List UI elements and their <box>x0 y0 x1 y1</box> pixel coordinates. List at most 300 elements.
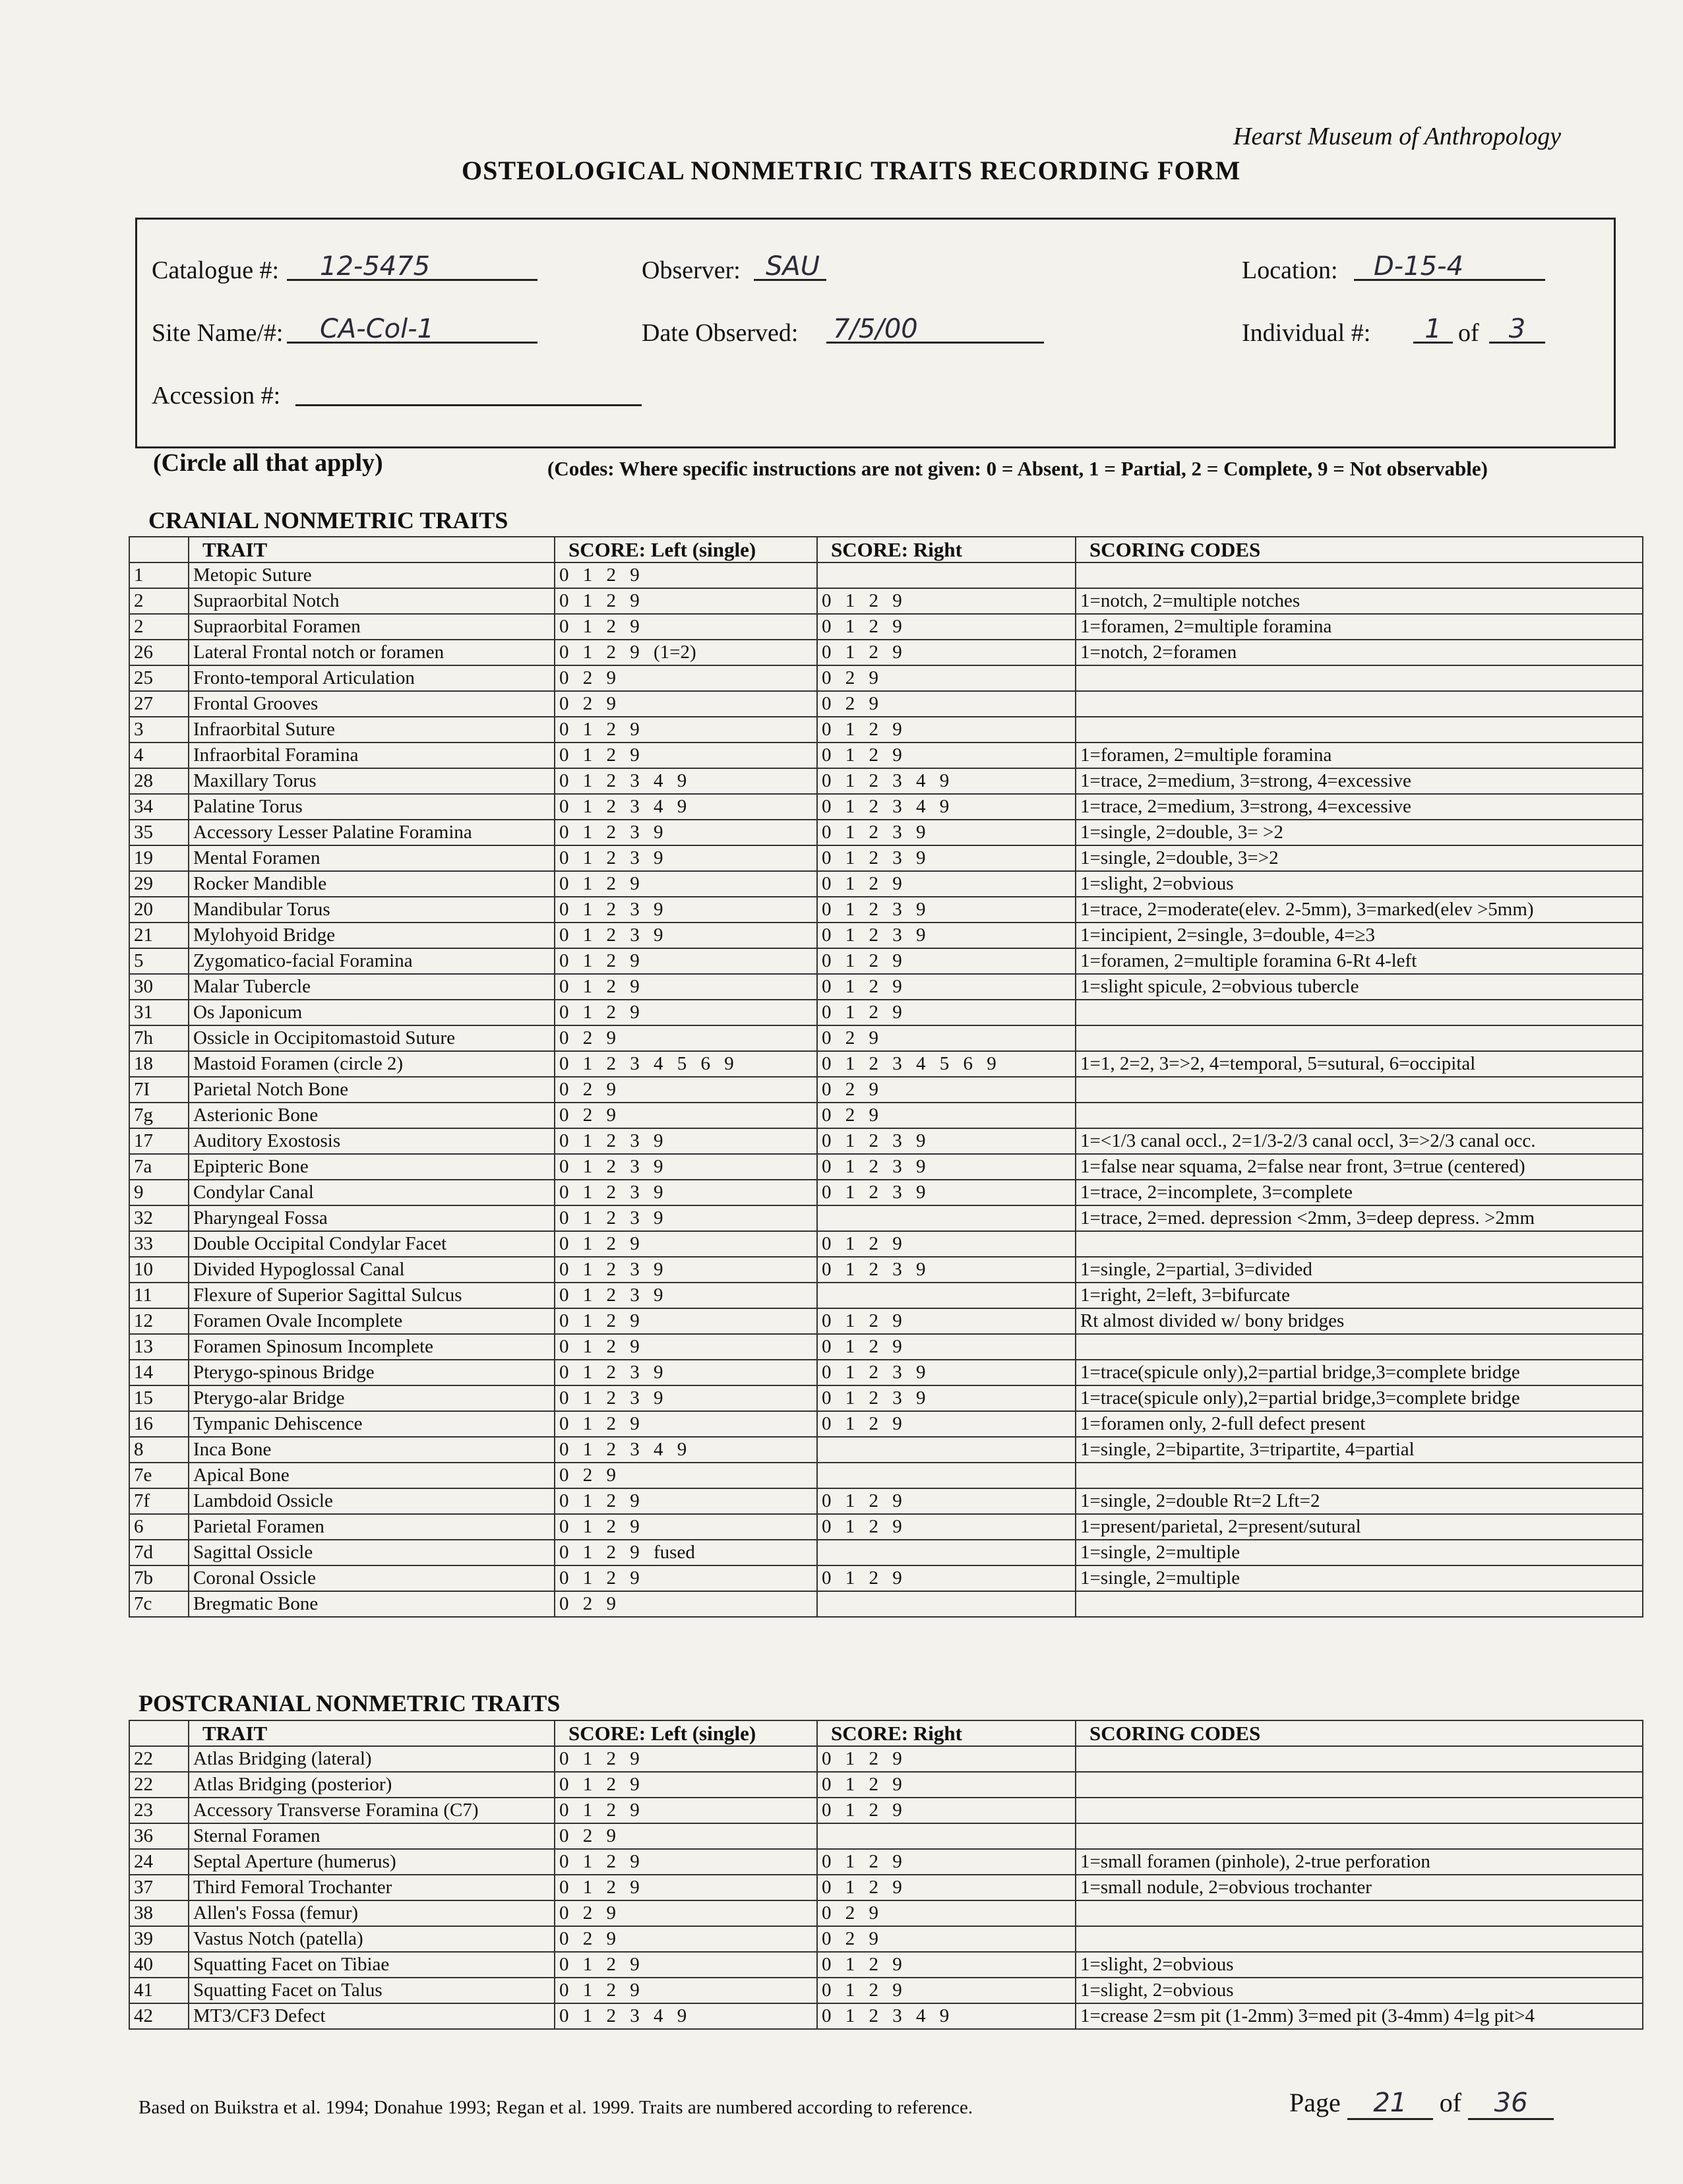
individual-label: Individual #: <box>1242 319 1371 347</box>
score-right-cell[interactable]: 0 1 2 3 9 <box>817 897 1076 923</box>
trait-number: 18 <box>129 1051 189 1077</box>
scoring-codes-cell: 1=slight, 2=obvious <box>1076 1952 1643 1978</box>
table-row <box>129 717 1643 743</box>
table-row <box>129 1514 1643 1540</box>
trait-name: Coronal Ossicle <box>189 1565 555 1591</box>
score-right-cell[interactable]: 0 1 2 9 <box>817 1514 1076 1540</box>
score-right-cell[interactable]: 0 1 2 3 9 <box>817 1180 1076 1205</box>
table-row <box>129 562 1643 588</box>
score-right-cell[interactable]: 0 1 2 9 <box>817 1565 1076 1591</box>
score-left-cell[interactable]: 0 1 2 9 <box>555 614 817 640</box>
score-right-cell[interactable]: 0 1 2 9 <box>817 1875 1076 1900</box>
scoring-codes-cell: 1=trace, 2=med. depression <2mm, 3=deep depress. >2mm <box>1076 1205 1643 1231</box>
trait-name: Lambdoid Ossicle <box>189 1488 555 1514</box>
table-row <box>129 794 1643 820</box>
trait-number: 41 <box>129 1978 189 2003</box>
table-row <box>129 1488 1643 1514</box>
score-right-cell[interactable]: 0 1 2 9 <box>817 1746 1076 1772</box>
scoring-codes-cell: 1=right, 2=left, 3=bifurcate <box>1076 1283 1643 1308</box>
table-row <box>129 1128 1643 1154</box>
trait-name: Accessory Lesser Palatine Foramina <box>189 820 555 845</box>
trait-name: Atlas Bridging (lateral) <box>189 1746 555 1772</box>
trait-number: 16 <box>129 1411 189 1437</box>
trait-number: 3 <box>129 717 189 743</box>
score-left-cell[interactable]: 0 2 9 <box>555 1025 817 1051</box>
table-row <box>129 1746 1643 1772</box>
scoring-codes-cell <box>1076 1900 1643 1926</box>
score-left-cell[interactable]: 0 1 2 9 <box>555 1798 817 1823</box>
trait-column-header: TRAIT <box>189 1720 555 1746</box>
score-left-cell[interactable]: 0 1 2 9 <box>555 1334 817 1360</box>
trait-number: 7h <box>129 1025 189 1051</box>
trait-number: 2 <box>129 614 189 640</box>
score-right-cell[interactable]: 0 2 9 <box>817 1077 1076 1103</box>
scoring-codes-cell: 1=single, 2=double, 3= >2 <box>1076 820 1643 845</box>
score-left-cell[interactable]: 0 1 2 3 9 <box>555 1385 817 1411</box>
trait-number: 24 <box>129 1849 189 1875</box>
trait-name: Maxillary Torus <box>189 768 555 794</box>
score-right-cell[interactable]: 0 1 2 3 9 <box>817 1257 1076 1283</box>
scoring-codes-cell <box>1076 1077 1643 1103</box>
trait-number: 38 <box>129 1900 189 1926</box>
score-right-cell[interactable]: 0 1 2 9 <box>817 1488 1076 1514</box>
scoring-codes-cell <box>1076 562 1643 588</box>
score-right-cell[interactable]: 0 1 2 9 <box>817 743 1076 768</box>
score-left-cell[interactable]: 0 1 2 3 9 <box>555 1205 817 1231</box>
trait-name: Foramen Spinosum Incomplete <box>189 1334 555 1360</box>
table-row <box>129 1772 1643 1798</box>
score-left-cell[interactable]: 0 1 2 3 9 <box>555 1154 817 1180</box>
scoring-codes-cell: 1=single, 2=multiple <box>1076 1565 1643 1591</box>
scoring-codes-cell <box>1076 1746 1643 1772</box>
score-right-cell[interactable] <box>817 1205 1076 1231</box>
trait-name: Lateral Frontal notch or foramen <box>189 640 555 665</box>
scoring-codes-cell <box>1076 1000 1643 1025</box>
score-right-cell[interactable] <box>817 1823 1076 1849</box>
score-right-cell[interactable]: 0 1 2 9 <box>817 1411 1076 1437</box>
record-info-box <box>135 218 1616 448</box>
trait-name: Rocker Mandible <box>189 871 555 897</box>
trait-number: 30 <box>129 974 189 1000</box>
scoring-codes-cell <box>1076 717 1643 743</box>
trait-number: 11 <box>129 1283 189 1308</box>
score-left-cell[interactable]: 0 1 2 9 <box>555 1978 817 2003</box>
score-left-cell[interactable]: 0 1 2 9 <box>555 1231 817 1257</box>
table-row <box>129 1180 1643 1205</box>
table-row <box>129 1823 1643 1849</box>
scoring-codes-cell: 1=small nodule, 2=obvious trochanter <box>1076 1875 1643 1900</box>
trait-name: Supraorbital Foramen <box>189 614 555 640</box>
score-right-cell[interactable]: 0 2 9 <box>817 1103 1076 1128</box>
score-left-cell[interactable]: 0 1 2 3 9 <box>555 1128 817 1154</box>
score-left-cell[interactable]: 0 2 9 <box>555 1103 817 1128</box>
trait-name: Supraorbital Notch <box>189 588 555 614</box>
trait-number: 35 <box>129 820 189 845</box>
table-row <box>129 1103 1643 1128</box>
table-row <box>129 1334 1643 1360</box>
table-row <box>129 1025 1643 1051</box>
trait-name: Ossicle in Occipitomastoid Suture <box>189 1025 555 1051</box>
table-row <box>129 1385 1643 1411</box>
date-observed-field[interactable]: 7/5/00 <box>826 314 1044 344</box>
score-left-cell[interactable]: 0 1 2 9 <box>555 717 817 743</box>
score-right-cell[interactable]: 0 2 9 <box>817 1900 1076 1926</box>
table-row <box>129 871 1643 897</box>
trait-name: Fronto-temporal Articulation <box>189 665 555 691</box>
score-left-cell[interactable]: 0 1 2 9 <box>555 871 817 897</box>
table-row <box>129 1257 1643 1283</box>
score-right-cell[interactable] <box>817 1437 1076 1463</box>
score-left-cell[interactable]: 0 1 2 9 <box>555 1772 817 1798</box>
trait-name: Inca Bone <box>189 1437 555 1463</box>
scoring-codes-cell: 1=<1/3 canal occl., 2=1/3-2/3 canal occl, 3=>2/3 canal occ. <box>1076 1128 1643 1154</box>
score-left-cell[interactable]: 0 1 2 9 <box>555 948 817 974</box>
trait-number: 21 <box>129 923 189 948</box>
trait-number: 34 <box>129 794 189 820</box>
trait-number: 19 <box>129 845 189 871</box>
observer-field[interactable]: SAU <box>754 251 826 281</box>
score-left-cell[interactable]: 0 1 2 9 <box>555 588 817 614</box>
scoring-codes-cell <box>1076 1334 1643 1360</box>
catalogue-field[interactable]: 12-5475 <box>287 251 537 281</box>
scoring-codes-cell: 1=slight, 2=obvious <box>1076 1978 1643 2003</box>
table-row <box>129 691 1643 717</box>
table-row <box>129 1077 1643 1103</box>
table-row <box>129 897 1643 923</box>
table-row <box>129 665 1643 691</box>
trait-name: Accessory Transverse Foramina (C7) <box>189 1798 555 1823</box>
trait-number: 26 <box>129 640 189 665</box>
individual-number-field[interactable]: 1 <box>1413 314 1453 344</box>
site-field[interactable]: CA-Col-1 <box>287 314 537 344</box>
trait-name: Pterygo-alar Bridge <box>189 1385 555 1411</box>
score-right-cell[interactable]: 0 1 2 9 <box>817 1772 1076 1798</box>
score-right-cell[interactable]: 0 1 2 9 <box>817 1000 1076 1025</box>
trait-number: 6 <box>129 1514 189 1540</box>
scoring-codes-cell: 1=trace(spicule only),2=partial bridge,3=complete bridge <box>1076 1385 1643 1411</box>
score-left-cell[interactable]: 0 1 2 9 <box>555 743 817 768</box>
score-right-cell[interactable]: 0 1 2 9 <box>817 1231 1076 1257</box>
score-right-cell[interactable]: 0 1 2 3 9 <box>817 1385 1076 1411</box>
scoring-codes-cell: 1=slight spicule, 2=obvious tubercle <box>1076 974 1643 1000</box>
score-left-column-header: SCORE: Left (single) <box>555 1720 817 1746</box>
score-left-cell[interactable]: 0 1 2 9 <box>555 1849 817 1875</box>
scoring-codes-cell <box>1076 1463 1643 1488</box>
score-right-cell[interactable]: 0 1 2 3 9 <box>817 845 1076 871</box>
score-right-cell[interactable]: 0 1 2 9 <box>817 1334 1076 1360</box>
trait-number: 1 <box>129 562 189 588</box>
trait-number: 7a <box>129 1154 189 1180</box>
postcranial-section-title: POSTCRANIAL NONMETRIC TRAITS <box>138 1690 561 1716</box>
trait-name: Infraorbital Foramina <box>189 743 555 768</box>
score-left-cell[interactable]: 0 1 2 3 9 <box>555 820 817 845</box>
number-column-header <box>129 1720 189 1746</box>
trait-number: 2 <box>129 588 189 614</box>
trait-number: 20 <box>129 897 189 923</box>
score-left-cell[interactable]: 0 1 2 3 9 <box>555 845 817 871</box>
scoring-codes-cell: 1=notch, 2=foramen <box>1076 640 1643 665</box>
scoring-codes-cell: 1=single, 2=double Rt=2 Lft=2 <box>1076 1488 1643 1514</box>
table-row <box>129 1926 1643 1952</box>
score-right-cell[interactable]: 0 1 2 9 <box>817 871 1076 897</box>
trait-number: 23 <box>129 1798 189 1823</box>
score-left-cell[interactable]: 0 1 2 9 <box>555 1746 817 1772</box>
trait-name: Squatting Facet on Tibiae <box>189 1952 555 1978</box>
score-left-cell[interactable]: 0 1 2 3 4 9 <box>555 794 817 820</box>
scoring-codes-cell: 1=single, 2=double, 3=>2 <box>1076 845 1643 871</box>
trait-name: Parietal Notch Bone <box>189 1077 555 1103</box>
scoring-codes-cell <box>1076 1025 1643 1051</box>
accession-label: Accession #: <box>152 382 281 410</box>
score-left-cell[interactable]: 0 2 9 <box>555 1900 817 1926</box>
score-right-cell[interactable]: 0 1 2 9 <box>817 640 1076 665</box>
scoring-codes-cell <box>1076 1823 1643 1849</box>
score-left-cell[interactable]: 0 1 2 3 9 <box>555 1283 817 1308</box>
score-left-cell[interactable]: 0 1 2 9 (1=2) <box>555 640 817 665</box>
scoring-codes-cell: 1=slight, 2=obvious <box>1076 871 1643 897</box>
trait-name: Zygomatico-facial Foramina <box>189 948 555 974</box>
scoring-codes-cell: Rt almost divided w/ bony bridges <box>1076 1308 1643 1334</box>
scoring-codes-cell: 1=single, 2=multiple <box>1076 1540 1643 1565</box>
trait-number: 7f <box>129 1488 189 1514</box>
trait-name: Mylohyoid Bridge <box>189 923 555 948</box>
score-left-cell[interactable]: 0 2 9 <box>555 1463 817 1488</box>
score-right-column-header: SCORE: Right <box>817 1720 1076 1746</box>
trait-number: 9 <box>129 1180 189 1205</box>
score-left-cell[interactable]: 0 1 2 9 <box>555 1488 817 1514</box>
score-left-cell[interactable]: 0 1 2 9 <box>555 1952 817 1978</box>
score-right-cell[interactable]: 0 1 2 3 9 <box>817 923 1076 948</box>
score-left-cell[interactable]: 0 1 2 9 <box>555 562 817 588</box>
score-right-cell[interactable] <box>817 1591 1076 1617</box>
location-field[interactable]: D-15-4 <box>1354 251 1545 281</box>
score-right-cell[interactable] <box>817 1283 1076 1308</box>
score-left-column-header: SCORE: Left (single) <box>555 537 817 562</box>
trait-number: 25 <box>129 665 189 691</box>
score-right-cell[interactable]: 0 1 2 9 <box>817 1952 1076 1978</box>
trait-name: Atlas Bridging (posterior) <box>189 1772 555 1798</box>
table-row <box>129 1900 1643 1926</box>
location-label: Location: <box>1242 257 1338 284</box>
trait-name: Vastus Notch (patella) <box>189 1926 555 1952</box>
score-right-cell[interactable]: 0 1 2 3 9 <box>817 1154 1076 1180</box>
scoring-codes-cell: 1=trace, 2=incomplete, 3=complete <box>1076 1180 1643 1205</box>
accession-field[interactable] <box>295 377 642 406</box>
page-total-field[interactable]: 36 <box>1468 2088 1554 2120</box>
trait-name: Epipteric Bone <box>189 1154 555 1180</box>
trait-number: 10 <box>129 1257 189 1283</box>
score-left-cell[interactable]: 0 2 9 <box>555 1591 817 1617</box>
score-right-cell[interactable]: 0 1 2 3 9 <box>817 1128 1076 1154</box>
score-left-cell[interactable]: 0 1 2 3 9 <box>555 1360 817 1385</box>
table-row <box>129 1565 1643 1591</box>
score-right-cell[interactable]: 0 1 2 9 <box>817 1308 1076 1334</box>
trait-number: 14 <box>129 1360 189 1385</box>
trait-number: 7e <box>129 1463 189 1488</box>
scoring-codes-cell: 1=trace, 2=medium, 3=strong, 4=excessive <box>1076 794 1643 820</box>
scoring-codes-cell: 1=foramen, 2=multiple foramina <box>1076 743 1643 768</box>
scoring-codes-cell: 1=crease 2=sm pit (1-2mm) 3=med pit (3-4mm) 4=lg pit>4 <box>1076 2003 1643 2029</box>
trait-number: 29 <box>129 871 189 897</box>
table-row <box>129 1360 1643 1385</box>
score-right-cell[interactable]: 0 2 9 <box>817 1926 1076 1952</box>
score-right-cell[interactable]: 0 1 2 3 4 9 <box>817 794 1076 820</box>
trait-number: 15 <box>129 1385 189 1411</box>
page-number <box>1289 2087 1554 2120</box>
score-left-cell[interactable]: 0 1 2 9 <box>555 1875 817 1900</box>
trait-name: Condylar Canal <box>189 1180 555 1205</box>
table-row <box>129 1411 1643 1437</box>
trait-name: Pharyngeal Fossa <box>189 1205 555 1231</box>
table-row <box>129 2003 1643 2029</box>
score-left-cell[interactable]: 0 1 2 3 4 5 6 9 <box>555 1051 817 1077</box>
score-left-cell[interactable]: 0 2 9 <box>555 1926 817 1952</box>
trait-number: 22 <box>129 1746 189 1772</box>
trait-name: Mental Foramen <box>189 845 555 871</box>
trait-number: 7I <box>129 1077 189 1103</box>
trait-number: 33 <box>129 1231 189 1257</box>
score-left-cell[interactable]: 0 1 2 3 4 9 <box>555 2003 817 2029</box>
trait-name: Squatting Facet on Talus <box>189 1978 555 2003</box>
table-row <box>129 820 1643 845</box>
table-row <box>129 1798 1643 1823</box>
table-row <box>129 1205 1643 1231</box>
score-left-cell[interactable]: 0 1 2 3 9 <box>555 897 817 923</box>
trait-name: Flexure of Superior Sagittal Sulcus <box>189 1283 555 1308</box>
score-right-cell[interactable]: 0 1 2 9 <box>817 1798 1076 1823</box>
score-left-cell[interactable]: 0 1 2 9 fused <box>555 1540 817 1565</box>
codes-instruction: (Codes: Where specific instructions are not given: 0 = Absent, 1 = Partial, 2 = Complete, 9 = Not observable) <box>547 457 1488 480</box>
cranial-header-row <box>129 537 1643 562</box>
score-right-cell[interactable]: 0 1 2 3 4 5 6 9 <box>817 1051 1076 1077</box>
score-left-cell[interactable]: 0 1 2 9 <box>555 1514 817 1540</box>
score-right-cell[interactable]: 0 1 2 9 <box>817 614 1076 640</box>
scoring-codes-cell: 1=foramen, 2=multiple foramina 6-Rt 4-left <box>1076 948 1643 974</box>
trait-number: 5 <box>129 948 189 974</box>
trait-name: Auditory Exostosis <box>189 1128 555 1154</box>
score-right-cell[interactable] <box>817 1540 1076 1565</box>
score-right-cell[interactable] <box>817 562 1076 588</box>
circle-instruction: (Circle all that apply) <box>153 449 383 477</box>
scoring-codes-cell: 1=foramen only, 2-full defect present <box>1076 1411 1643 1437</box>
number-column-header <box>129 537 189 562</box>
score-left-cell[interactable]: 0 2 9 <box>555 1823 817 1849</box>
score-left-cell[interactable]: 0 1 2 3 9 <box>555 1257 817 1283</box>
postcranial-traits-table <box>129 1720 1643 2030</box>
trait-name: Third Femoral Trochanter <box>189 1875 555 1900</box>
reference-note: Based on Buikstra et al. 1994; Donahue 1993; Regan et al. 1999. Traits are numbered according to reference. <box>138 2097 973 2118</box>
score-right-cell[interactable]: 0 1 2 3 4 9 <box>817 2003 1076 2029</box>
cranial-section-title: CRANIAL NONMETRIC TRAITS <box>148 507 508 533</box>
scoring-codes-column-header: SCORING CODES <box>1076 537 1643 562</box>
scoring-codes-cell: 1=false near squama, 2=false near front, 3=true (centered) <box>1076 1154 1643 1180</box>
trait-number: 42 <box>129 2003 189 2029</box>
score-left-cell[interactable]: 0 1 2 9 <box>555 1411 817 1437</box>
table-row <box>129 768 1643 794</box>
page-value-field[interactable]: 21 <box>1347 2088 1433 2120</box>
trait-name: Parietal Foramen <box>189 1514 555 1540</box>
score-right-cell[interactable]: 0 1 2 9 <box>817 588 1076 614</box>
score-right-cell[interactable]: 0 1 2 9 <box>817 717 1076 743</box>
table-row <box>129 1540 1643 1565</box>
score-right-cell[interactable]: 0 2 9 <box>817 691 1076 717</box>
score-left-cell[interactable]: 0 2 9 <box>555 1077 817 1103</box>
scoring-codes-cell <box>1076 1798 1643 1823</box>
scoring-codes-cell <box>1076 1772 1643 1798</box>
cranial-traits-table <box>129 536 1643 1618</box>
trait-number: 12 <box>129 1308 189 1334</box>
score-right-cell[interactable]: 0 2 9 <box>817 665 1076 691</box>
trait-number: 32 <box>129 1205 189 1231</box>
scoring-codes-cell: 1=small foramen (pinhole), 2-true perforation <box>1076 1849 1643 1875</box>
score-right-cell[interactable] <box>817 1463 1076 1488</box>
scoring-codes-cell <box>1076 1591 1643 1617</box>
trait-name: Malar Tubercle <box>189 974 555 1000</box>
scoring-codes-cell <box>1076 1231 1643 1257</box>
score-left-cell[interactable]: 0 1 2 9 <box>555 974 817 1000</box>
score-right-cell[interactable]: 0 2 9 <box>817 1025 1076 1051</box>
table-row <box>129 1952 1643 1978</box>
trait-name: Tympanic Dehiscence <box>189 1411 555 1437</box>
observer-label: Observer: <box>642 257 741 284</box>
trait-name: Foramen Ovale Incomplete <box>189 1308 555 1334</box>
score-right-cell[interactable]: 0 1 2 9 <box>817 974 1076 1000</box>
score-left-cell[interactable]: 0 1 2 9 <box>555 1565 817 1591</box>
score-left-cell[interactable]: 0 1 2 3 9 <box>555 1180 817 1205</box>
score-right-cell[interactable]: 0 1 2 9 <box>817 1978 1076 2003</box>
page-of-label: of <box>1439 2088 1462 2117</box>
trait-number: 36 <box>129 1823 189 1849</box>
trait-name: Mandibular Torus <box>189 897 555 923</box>
score-left-cell[interactable]: 0 2 9 <box>555 665 817 691</box>
table-row <box>129 845 1643 871</box>
page-label: Page <box>1289 2088 1341 2117</box>
score-right-cell[interactable]: 0 1 2 9 <box>817 1849 1076 1875</box>
scoring-codes-cell: 1=trace(spicule only),2=partial bridge,3=complete bridge <box>1076 1360 1643 1385</box>
individual-total-field[interactable]: 3 <box>1489 314 1545 344</box>
trait-name: Palatine Torus <box>189 794 555 820</box>
scoring-codes-cell: 1=single, 2=bipartite, 3=tripartite, 4=partial <box>1076 1437 1643 1463</box>
postcranial-header-row <box>129 1720 1643 1746</box>
trait-name: Apical Bone <box>189 1463 555 1488</box>
score-left-cell[interactable]: 0 1 2 3 9 <box>555 923 817 948</box>
trait-number: 7c <box>129 1591 189 1617</box>
table-row <box>129 1283 1643 1308</box>
trait-name: Asterionic Bone <box>189 1103 555 1128</box>
score-left-cell[interactable]: 0 1 2 9 <box>555 1000 817 1025</box>
trait-number: 7g <box>129 1103 189 1128</box>
score-left-cell[interactable]: 0 1 2 3 4 9 <box>555 768 817 794</box>
score-left-cell[interactable]: 0 1 2 3 4 9 <box>555 1437 817 1463</box>
form-title: OSTEOLOGICAL NONMETRIC TRAITS RECORDING FORM <box>462 156 1241 185</box>
table-row <box>129 1437 1643 1463</box>
trait-name: Pterygo-spinous Bridge <box>189 1360 555 1385</box>
score-right-cell[interactable]: 0 1 2 3 9 <box>817 820 1076 845</box>
score-right-cell[interactable]: 0 1 2 3 4 9 <box>817 768 1076 794</box>
table-row <box>129 1051 1643 1077</box>
trait-number: 31 <box>129 1000 189 1025</box>
table-row <box>129 1591 1643 1617</box>
trait-name: Septal Aperture (humerus) <box>189 1849 555 1875</box>
score-left-cell[interactable]: 0 1 2 9 <box>555 1308 817 1334</box>
date-observed-label: Date Observed: <box>642 319 799 347</box>
score-right-cell[interactable]: 0 1 2 3 9 <box>817 1360 1076 1385</box>
trait-name: Allen's Fossa (femur) <box>189 1900 555 1926</box>
score-right-cell[interactable]: 0 1 2 9 <box>817 948 1076 974</box>
trait-name: Sagittal Ossicle <box>189 1540 555 1565</box>
trait-number: 40 <box>129 1952 189 1978</box>
score-left-cell[interactable]: 0 2 9 <box>555 691 817 717</box>
